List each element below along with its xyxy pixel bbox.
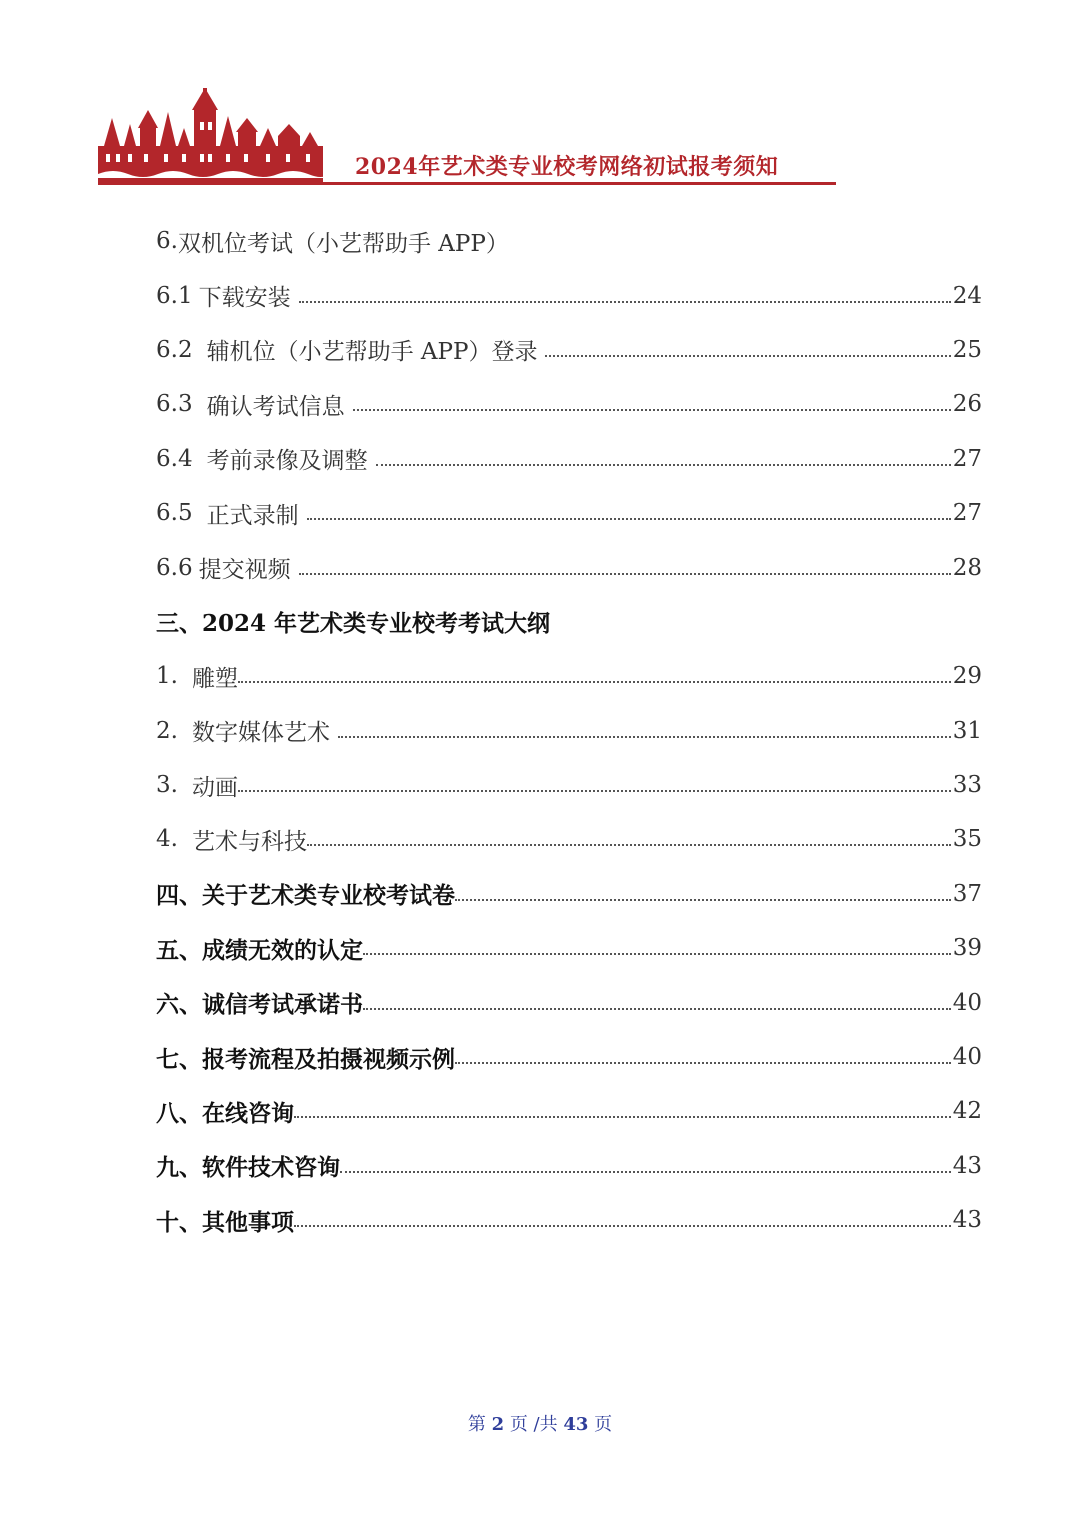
dot-leader bbox=[338, 736, 951, 738]
toc-number: 6.4 bbox=[156, 445, 193, 472]
toc-page: 40 bbox=[952, 989, 982, 1016]
dot-leader bbox=[307, 844, 951, 846]
toc-heading-section-3[interactable] bbox=[156, 595, 982, 649]
toc-page: 33 bbox=[952, 772, 982, 799]
toc-title: 辅机位（小艺帮助手 APP）登录 bbox=[206, 339, 538, 366]
toc-chapter[interactable] bbox=[156, 1139, 982, 1193]
dot-leader bbox=[363, 953, 951, 955]
toc-page: 25 bbox=[952, 336, 982, 363]
toc-title: 八、在线咨询 bbox=[156, 1099, 294, 1127]
toc-entry[interactable] bbox=[156, 649, 982, 703]
toc-chapter[interactable] bbox=[156, 1030, 982, 1084]
toc-title: 五、成绩无效的认定 bbox=[156, 936, 363, 964]
toc-page: 35 bbox=[952, 826, 982, 853]
toc-number: 3. bbox=[156, 772, 178, 799]
footer-mid: 页 /共 bbox=[509, 1414, 558, 1435]
toc-entry[interactable] bbox=[156, 486, 982, 540]
toc-title: 七、报考流程及拍摄视频示例 bbox=[156, 1045, 455, 1073]
page-header bbox=[98, 88, 838, 192]
footer-prefix: 第 bbox=[467, 1414, 486, 1435]
toc-chapter[interactable] bbox=[156, 921, 982, 975]
dot-leader bbox=[545, 355, 950, 357]
dot-leader bbox=[363, 1008, 951, 1010]
toc-number: 6.6 bbox=[156, 554, 193, 581]
toc-title: 四、关于艺术类专业校考试卷 bbox=[156, 882, 455, 910]
toc-title: 十、其他事项 bbox=[156, 1208, 294, 1236]
toc-title: 确认考试信息 bbox=[206, 393, 345, 420]
toc-title: 动画 bbox=[191, 774, 238, 801]
toc-title: 正式录制 bbox=[206, 502, 299, 529]
dot-leader bbox=[299, 301, 951, 303]
toc-title: 九、软件技术咨询 bbox=[156, 1154, 340, 1182]
current-page-number: 2 bbox=[491, 1414, 505, 1435]
toc-entry[interactable] bbox=[156, 323, 982, 377]
toc-title: 艺术与科技 bbox=[191, 828, 307, 855]
toc-page: 27 bbox=[952, 500, 982, 527]
dot-leader bbox=[294, 1116, 951, 1118]
toc-page: 39 bbox=[952, 935, 982, 962]
toc-number: 4. bbox=[156, 826, 178, 853]
toc-page: 37 bbox=[952, 880, 982, 907]
document-title: 2024年艺术类专业校考网络初试报考须知 bbox=[355, 154, 779, 180]
toc-heading-section-6[interactable] bbox=[156, 214, 982, 268]
toc-entry[interactable] bbox=[156, 377, 982, 431]
toc-title: 考前录像及调整 bbox=[206, 448, 368, 475]
toc-number: 2. bbox=[156, 717, 178, 744]
toc-chapter[interactable] bbox=[156, 975, 982, 1029]
page-footer bbox=[0, 1410, 1080, 1436]
toc-page: 26 bbox=[952, 391, 982, 418]
toc-page: 42 bbox=[952, 1098, 982, 1125]
toc-number: 6.3 bbox=[156, 391, 193, 418]
toc-title: 六、诚信考试承诺书 bbox=[156, 991, 363, 1019]
toc-entry[interactable] bbox=[156, 432, 982, 486]
toc-entry[interactable] bbox=[156, 268, 982, 322]
toc-title: 数字媒体艺术 bbox=[191, 720, 330, 747]
dot-leader bbox=[455, 1062, 951, 1064]
toc-page: 27 bbox=[952, 445, 982, 472]
toc-page: 40 bbox=[952, 1044, 982, 1071]
toc-number: 6.5 bbox=[156, 500, 193, 527]
toc-page: 43 bbox=[952, 1207, 982, 1234]
toc-chapter[interactable] bbox=[156, 1084, 982, 1138]
toc-entry[interactable] bbox=[156, 758, 982, 812]
castle-skyline-icon bbox=[98, 88, 328, 184]
toc-page: 28 bbox=[952, 554, 982, 581]
dot-leader bbox=[340, 1171, 951, 1173]
toc-entry[interactable] bbox=[156, 704, 982, 758]
toc-page: 29 bbox=[952, 663, 982, 690]
toc-entry[interactable] bbox=[156, 540, 982, 594]
toc-number: 1. bbox=[156, 663, 178, 690]
toc-number: 6.1 bbox=[156, 282, 193, 309]
toc-chapter[interactable] bbox=[156, 867, 982, 921]
toc-chapter[interactable] bbox=[156, 1193, 982, 1247]
dot-leader bbox=[238, 681, 951, 683]
dot-leader bbox=[299, 573, 951, 575]
header-divider bbox=[98, 182, 836, 185]
dot-leader bbox=[307, 518, 951, 520]
toc-title: 下载安装 bbox=[198, 285, 291, 312]
dot-leader bbox=[455, 899, 951, 901]
toc-title: 雕塑 bbox=[191, 665, 238, 692]
toc-entry[interactable] bbox=[156, 812, 982, 866]
dot-leader bbox=[294, 1225, 951, 1227]
dot-leader bbox=[238, 790, 951, 792]
toc-number: 6. bbox=[156, 228, 178, 255]
toc-title: 提交视频 bbox=[198, 557, 291, 584]
footer-suffix: 页 bbox=[594, 1414, 613, 1435]
toc-page: 24 bbox=[952, 282, 982, 309]
total-page-number: 43 bbox=[563, 1414, 589, 1435]
toc-title: 三、2024 年艺术类专业校考考试大纲 bbox=[156, 610, 551, 638]
toc-title: 双机位考试（小艺帮助手 APP） bbox=[177, 230, 509, 257]
toc-page: 43 bbox=[952, 1152, 982, 1179]
dot-leader bbox=[353, 409, 951, 411]
toc-page: 31 bbox=[952, 717, 982, 744]
toc-number: 6.2 bbox=[156, 336, 193, 363]
dot-leader bbox=[376, 464, 951, 466]
table-of-contents bbox=[156, 214, 982, 1247]
